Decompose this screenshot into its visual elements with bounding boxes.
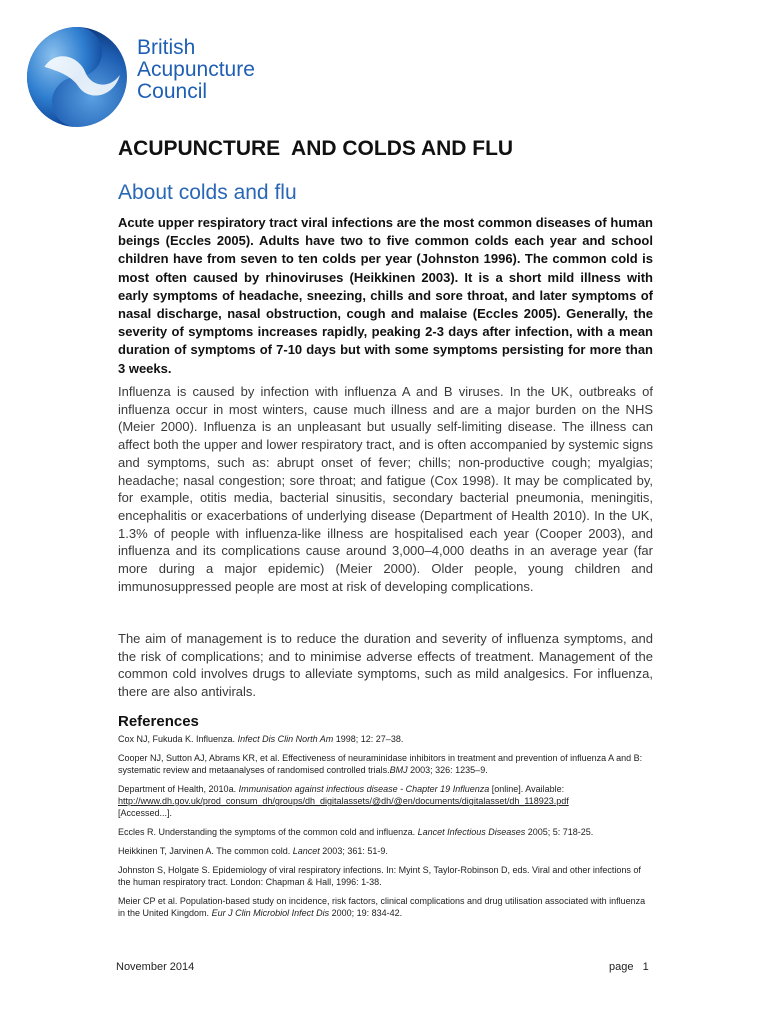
management-paragraph: The aim of management is to reduce the duration and severity of influenza symptoms, and the risk of complications; and to minimise adverse effects of treatment. Management of the common cold involves drugs to alleviate symptoms, such as mild analgesics. For influenza, there are also antivirals. [118, 631, 653, 700]
reference-text: Department of Health, 2010a. [118, 784, 239, 794]
reference-item [118, 864, 653, 888]
reference-text: [online]. Available: [489, 784, 565, 794]
organisation-name [137, 37, 255, 103]
bac-logo [26, 26, 128, 128]
reference-item [118, 845, 653, 857]
reference-link[interactable]: http://www.dh.gov.uk/prod_consum_dh/groups/dh_digitalassets/@dh/@en/documents/digitalasset/dh_118923.pdf [118, 796, 569, 806]
page-title: ACUPUNCTURE AND COLDS AND FLU [118, 137, 514, 160]
reference-text: [Accessed...]. [118, 808, 173, 818]
reference-text: Eccles R. Understanding the symptoms of the common cold and influenza. [118, 827, 418, 837]
reference-text: 2003; 361: 51-9. [319, 846, 388, 856]
reference-item [118, 826, 653, 838]
reference-journal: Immunisation against infectious disease - Chapter 19 Influenza [238, 784, 490, 794]
reference-text: 2005; 5: 718-25. [525, 827, 594, 837]
reference-text: 2000; 19: 834-42. [329, 908, 403, 918]
reference-text: Cox NJ, Fukuda K. Influenza. [118, 734, 238, 744]
reference-item [118, 783, 653, 819]
reference-text: Meier CP et al. Population-based study on incidence, risk factors, clinical complications and drug utilisation associated with influenza in the United Kingdom. [118, 896, 646, 918]
org-name-line: Council [137, 80, 208, 103]
footer-date: November 2014 [116, 961, 195, 973]
reference-text: Heikkinen T, Jarvinen A. The common cold. [118, 846, 293, 856]
references-heading: References [118, 713, 199, 730]
influenza-paragraph: Influenza is caused by infection with influenza A and B viruses. In the UK, outbreaks of influenza occur in most winters, cause much illness and are a major burden on the NHS (Meier 2000). Influenza is an unpleasant but usually self-limiting disease. The illness can affect both the upper and lower respiratory tract, and is often accompanied by systemic signs and symptoms, such as: abrupt onset of fever; chills; non-productive cough; myalgias; headache; nasal congestion; sore throat; and fatigue (Cox 1998). It may be complicated by, for example, otitis media, bacterial sinusitis, secondary bacterial pneumonia, meningitis, encephalitis or exacerbations of underlying disease (Department of Health 2010). In the UK, 1.3% of people with influenza-like illness are hospitalised each year (Cooper 2003), and influenza and its complications cause around 3,000–4,000 deaths in an average year (far more during a major epidemic) (Meier 2000). Older people, young children and immunosuppressed people are most at risk of developing complications. [118, 384, 653, 594]
reference-text: Cooper NJ, Sutton AJ, Abrams KR, et al. Effectiveness of neuraminidase inhibitors in treatment and prevention of influenza A and B: systematic review and metaanalyses of randomised controlled trials. [118, 753, 643, 775]
reference-item [118, 733, 653, 745]
references-list [118, 733, 653, 926]
intro-paragraph: Acute upper respiratory tract viral infections are the most common diseases of human beings (Eccles 2005). Adults have two to five common colds each year and school children have from seven to ten colds per year (Johnston 1996). The common cold is most often caused by rhinoviruses (Heikkinen 2003). It is a short mild illness with early symptoms of headache, sneezing, chills and sore throat, and later symptoms of nasal discharge, nasal obstruction, cough and malaise (Eccles 2005). Generally, the severity of symptoms increases rapidly, peaking 2-3 days after infection, with a mean duration of symptoms of 7-10 days but with some symptoms persisting for more than 3 weeks. [118, 215, 653, 376]
reference-text: Johnston S, Holgate S. Epidemiology of viral respiratory infections. In: Myint S, Taylor-Robinson D, eds. Viral and other infections of the human respiratory tract. London: Chapman & Hall, 1996: 1-38. [118, 865, 641, 887]
reference-item [118, 895, 653, 919]
reference-item [118, 752, 653, 776]
section-heading: About colds and flu [118, 181, 297, 204]
reference-journal: BMJ [389, 765, 408, 775]
reference-journal: Eur J Clin Microbiol Infect Dis [211, 908, 330, 918]
org-name-line: Acupuncture [137, 58, 255, 81]
reference-journal: Lancet [292, 846, 320, 856]
reference-text: 1998; 12: 27–38. [333, 734, 404, 744]
reference-journal: Infect Dis Clin North Am [237, 734, 334, 744]
reference-journal: Lancet Infectious Diseases [417, 827, 526, 837]
footer-page-number: page 1 [609, 961, 649, 973]
reference-text: 2003; 326: 1235–9. [407, 765, 488, 775]
org-name-line: British [137, 36, 196, 59]
